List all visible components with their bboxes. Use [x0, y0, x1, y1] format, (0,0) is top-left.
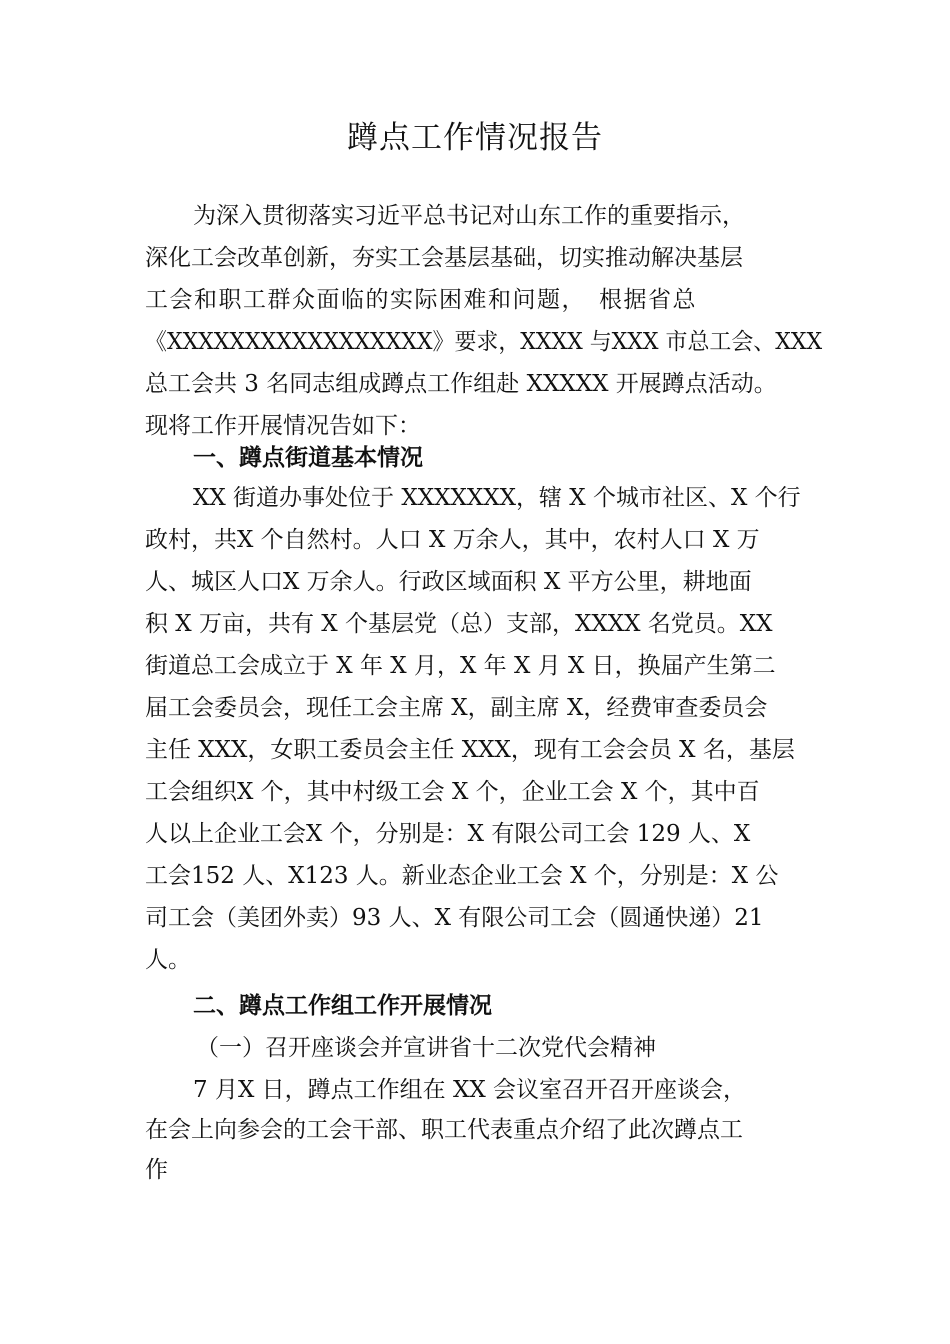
- paragraph-line: 7 月X 日，蹲点工作组在 XX 会议室召开召开座谈会，: [193, 1077, 746, 1103]
- paragraph-line: 人以上企业工会X 个，分别是：X 有限公司工会 129 人、X: [145, 821, 751, 847]
- paragraph-line: 在会上向参会的工会干部、职工代表重点介绍了此次蹲点工: [145, 1117, 743, 1143]
- paragraph-line: XX 街道办事处位于 XXXXXXX，辖 X 个城市社区、X 个行: [193, 485, 801, 511]
- intro-line: 总工会共 3 名同志组成蹲点工作组赴 XXXXX 开展蹲点活动。: [145, 371, 777, 397]
- section-heading: 一、蹲点街道基本情况: [193, 445, 423, 471]
- paragraph-line: 人。: [145, 947, 191, 973]
- paragraph-line: 人、城区人口X 万余人。行政区域面积 X 平方公里，耕地面: [145, 569, 752, 595]
- intro-line: 《XXXXXXXXXXXXXXXXX》要求，XXXX 与XXX 市总工会、XXX: [145, 329, 823, 355]
- intro-line: 深化工会改革创新，夯实工会基层基础，切实推动解决基层: [145, 245, 743, 271]
- paragraph-line: 街道总工会成立于 X 年 X 月，X 年 X 月 X 日，换届产生第二: [145, 653, 776, 679]
- paragraph-line: 司工会（美团外卖）93 人、X 有限公司工会（圆通快递）21: [145, 905, 764, 931]
- paragraph-line: 作: [145, 1157, 168, 1183]
- paragraph-line: 主任 XXX，女职工委员会主任 XXX，现有工会会员 X 名，基层: [145, 737, 795, 763]
- intro-line: 现将工作开展情况告如下：: [145, 413, 421, 439]
- section-heading: 二、蹲点工作组工作开展情况: [193, 993, 492, 1019]
- document-title: 蹲点工作情况报告: [347, 120, 603, 156]
- intro-line: 为深入贯彻落实习近平总书记对山东工作的重要指示，: [193, 203, 745, 229]
- paragraph-line: 政村，共X 个自然村。人口 X 万余人，其中，农村人口 X 万: [145, 527, 760, 553]
- paragraph-line: 积 X 万亩，共有 X 个基层党（总）支部，XXXX 名党员。XX: [145, 611, 773, 637]
- subsection-heading: （一）召开座谈会并宣讲省十二次党代会精神: [196, 1035, 656, 1061]
- paragraph-line: 届工会委员会，现任工会主席 X，副主席 X，经费审查委员会: [145, 695, 768, 721]
- intro-line: 工会和职工群众面临的实际困难和问题， 根据省总: [145, 287, 697, 313]
- paragraph-line: 工会组织X 个，其中村级工会 X 个，企业工会 X 个，其中百: [145, 779, 760, 805]
- paragraph-line: 工会152 人、X123 人。新业态企业工会 X 个，分别是：X 公: [145, 863, 779, 889]
